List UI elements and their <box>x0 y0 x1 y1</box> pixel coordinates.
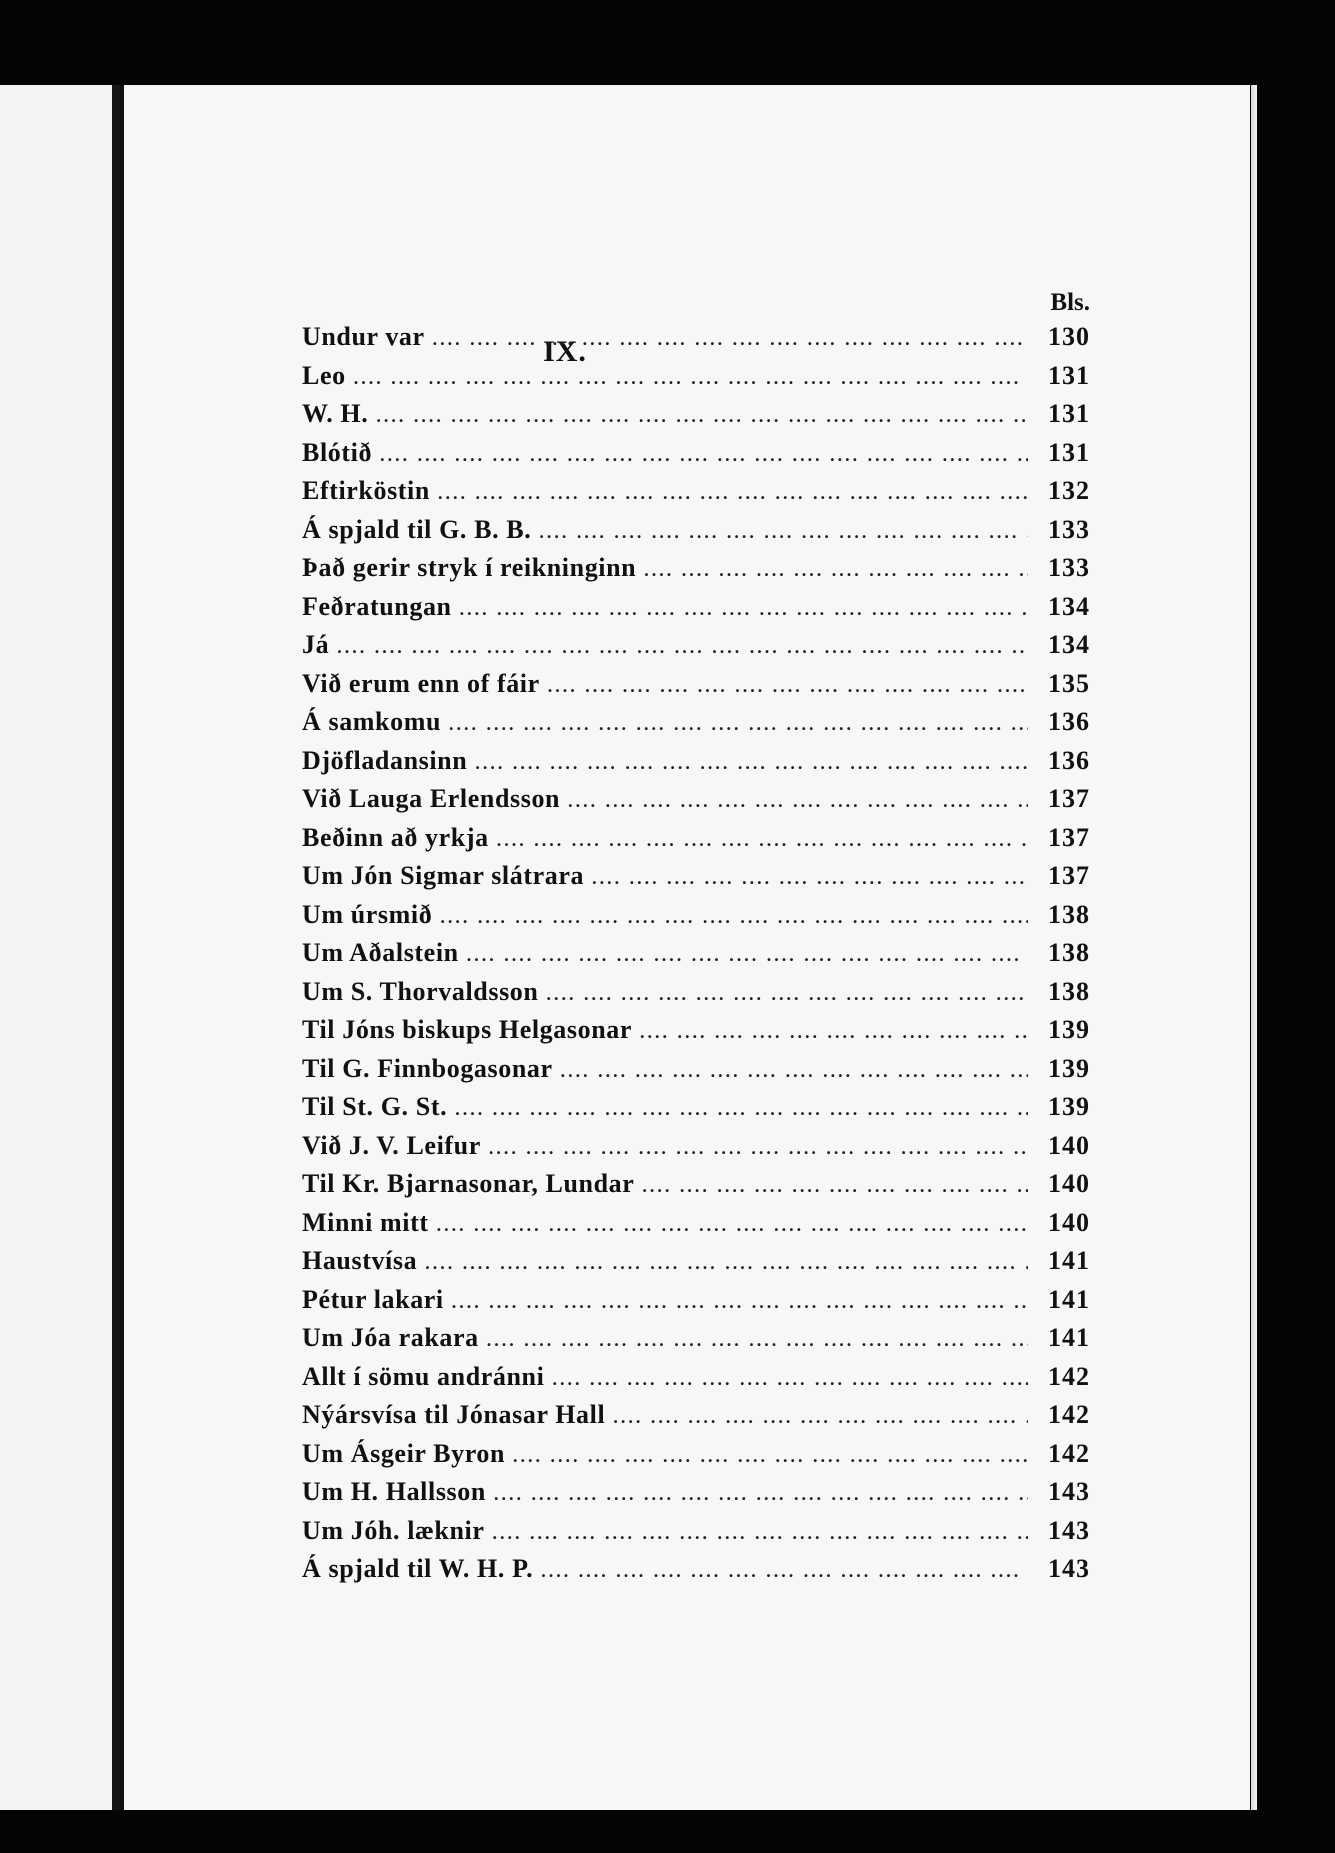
toc-entry-title: Um Aðalstein <box>302 938 459 967</box>
toc-entry <box>302 1396 1090 1435</box>
toc-entry <box>302 1011 1090 1050</box>
toc-entry <box>302 472 1090 511</box>
toc-entry-title: Um Ásgeir Byron <box>302 1438 506 1468</box>
toc-entry-title: Um Jón Sigmar slátrara <box>302 861 585 890</box>
dot-leader <box>438 474 1028 511</box>
dot-leader <box>568 782 1028 819</box>
toc-entry-page: 131 <box>1048 399 1090 428</box>
toc-entry-title: Nýársvísa til Jónasar Hall <box>302 1400 606 1429</box>
toc-entry-title: Feðratungan <box>302 591 452 621</box>
dot-leader <box>640 1013 1028 1050</box>
dot-leader <box>475 744 1028 781</box>
toc-entry-page: 131 <box>1048 437 1090 467</box>
toc-entry-page: 134 <box>1048 591 1090 621</box>
toc-entry-page: 143 <box>1048 1477 1090 1506</box>
dot-leader <box>467 936 1028 973</box>
dot-leader <box>425 1244 1028 1281</box>
toc-entry-title: Allt í sömu andránni <box>302 1361 545 1391</box>
toc-entry <box>302 1550 1090 1589</box>
page-number: IX. <box>543 335 587 368</box>
toc-entry-title: Beðinn að yrkja <box>302 822 489 852</box>
dot-leader <box>497 821 1028 858</box>
toc-entry-page: 140 <box>1048 1207 1090 1237</box>
toc-entry-page: 135 <box>1048 668 1090 698</box>
toc-entry-page: 138 <box>1048 976 1090 1006</box>
toc-entry-page: 137 <box>1048 822 1090 852</box>
toc-entry-page: 141 <box>1048 1246 1090 1275</box>
toc-entry-title: Á spjald til W. H. P. <box>302 1554 534 1583</box>
toc-entry-page: 139 <box>1048 1092 1090 1121</box>
toc-entry-title: Um Jóa rakara <box>302 1323 479 1352</box>
toc-entry-page: 132 <box>1048 476 1090 505</box>
toc-entry-page: 139 <box>1048 1053 1090 1083</box>
toc-entry <box>302 1281 1090 1320</box>
toc-entry-title: Til St. G. St. <box>302 1092 448 1121</box>
toc-entry-title: Leo <box>302 360 346 390</box>
toc-entry <box>302 1165 1090 1204</box>
book-spine <box>112 85 120 1810</box>
toc-entry-page: 137 <box>1048 784 1090 813</box>
toc-entry <box>302 857 1090 896</box>
dot-leader <box>433 320 1028 357</box>
toc-entry <box>302 1435 1090 1474</box>
toc-entry-title: Til G. Finnbogasonar <box>302 1053 553 1083</box>
toc-entry-page: 139 <box>1048 1015 1090 1044</box>
toc-entry <box>302 819 1090 858</box>
dot-leader <box>539 513 1028 550</box>
toc-entry-title: Minni mitt <box>302 1207 429 1237</box>
toc-entry-title: Pétur lakari <box>302 1284 444 1314</box>
toc-entry-page: 137 <box>1048 861 1090 890</box>
toc-entry-title: Um úrsmið <box>302 899 433 929</box>
toc-entry-title: Við J. V. Leifur <box>302 1130 481 1160</box>
dot-leader <box>513 1437 1028 1474</box>
toc-entry <box>302 588 1090 627</box>
table-of-contents <box>302 288 1090 1589</box>
dot-leader <box>642 1167 1028 1204</box>
dot-leader <box>460 590 1028 627</box>
toc-entry-title: Eftirköstin <box>302 476 430 505</box>
dot-leader <box>487 1321 1028 1358</box>
toc-entry-title: Við erum enn of fáir <box>302 668 540 698</box>
toc-entry <box>302 1127 1090 1166</box>
toc-entry-page: 141 <box>1048 1284 1090 1314</box>
toc-entry <box>302 665 1090 704</box>
toc-entry-title: Á samkomu <box>302 707 442 736</box>
toc-entry <box>302 1358 1090 1397</box>
toc-entry <box>302 1050 1090 1089</box>
toc-entry <box>302 703 1090 742</box>
toc-entry <box>302 1512 1090 1551</box>
toc-entry-title: Til Kr. Bjarnasonar, Lundar <box>302 1169 635 1198</box>
dot-leader <box>548 667 1028 704</box>
toc-entry <box>302 1473 1090 1512</box>
toc-entry-page: 142 <box>1048 1438 1090 1468</box>
toc-entry <box>302 934 1090 973</box>
toc-entry-title: Það gerir stryk í reikninginn <box>302 553 637 582</box>
toc-entry <box>302 1204 1090 1243</box>
toc-entry-title: Á spjald til G. B. B. <box>302 514 532 544</box>
toc-entry <box>302 896 1090 935</box>
toc-entry-page: 143 <box>1048 1515 1090 1545</box>
dot-leader <box>437 1206 1028 1243</box>
toc-entry <box>302 742 1090 781</box>
toc-entry <box>302 511 1090 550</box>
dot-leader <box>592 859 1028 896</box>
toc-entry-page: 136 <box>1048 707 1090 736</box>
toc-entry-page: 131 <box>1048 360 1090 390</box>
toc-entry-page: 133 <box>1048 514 1090 544</box>
toc-entry-page: 138 <box>1048 899 1090 929</box>
toc-entry <box>302 1242 1090 1281</box>
toc-entry <box>302 549 1090 588</box>
dot-leader <box>455 1090 1028 1127</box>
dot-leader <box>552 1360 1028 1397</box>
toc-entry <box>302 780 1090 819</box>
toc-entry <box>302 1088 1090 1127</box>
dot-leader <box>380 436 1028 473</box>
toc-entry-title: Um H. Hallsson <box>302 1477 486 1506</box>
dot-leader <box>494 1475 1028 1512</box>
dot-leader <box>452 1283 1028 1320</box>
dot-leader <box>354 359 1028 396</box>
toc-entry-title: Blótið <box>302 437 373 467</box>
toc-entry-title: Djöfladansinn <box>302 745 468 775</box>
page-edge-shadow <box>1251 85 1257 1810</box>
toc-entry-title: Um S. Thorvaldsson <box>302 976 539 1006</box>
dot-leader <box>376 397 1028 434</box>
toc-entry-page: 142 <box>1048 1400 1090 1429</box>
toc-entry <box>302 318 1090 357</box>
toc-entry-list <box>302 318 1090 1589</box>
toc-entry-title: Við Lauga Erlendsson <box>302 784 561 813</box>
toc-entry-page: 142 <box>1048 1361 1090 1391</box>
page-column-header: Bls. <box>1050 289 1090 316</box>
toc-entry-title: Undur var <box>302 322 425 351</box>
dot-leader <box>492 1514 1028 1551</box>
dot-leader <box>561 1052 1028 1089</box>
toc-entry-title: Til Jóns biskups Helgasonar <box>302 1015 633 1044</box>
dot-leader <box>644 551 1028 588</box>
dot-leader <box>337 628 1028 665</box>
toc-entry <box>302 973 1090 1012</box>
toc-entry-page: 143 <box>1048 1554 1090 1583</box>
toc-entry-title: Haustvísa <box>302 1246 418 1275</box>
toc-entry <box>302 626 1090 665</box>
toc-entry-page: 138 <box>1048 938 1090 967</box>
toc-entry <box>302 357 1090 396</box>
toc-entry <box>302 1319 1090 1358</box>
toc-entry-title: Um Jóh. læknir <box>302 1515 485 1545</box>
dot-leader <box>440 898 1028 935</box>
toc-entry-page: 140 <box>1048 1130 1090 1160</box>
toc-entry-page: 140 <box>1048 1169 1090 1198</box>
toc-entry-page: 130 <box>1048 322 1090 351</box>
toc-entry-title: Já <box>302 630 330 659</box>
dot-leader <box>489 1129 1028 1166</box>
toc-entry-page: 134 <box>1048 630 1090 659</box>
toc-entry-page: 141 <box>1048 1323 1090 1352</box>
toc-entry-title: W. H. <box>302 399 369 428</box>
toc-entry <box>302 395 1090 434</box>
dot-leader <box>541 1552 1028 1589</box>
dot-leader <box>546 975 1028 1012</box>
toc-entry-page: 136 <box>1048 745 1090 775</box>
toc-entry-page: 133 <box>1048 553 1090 582</box>
dot-leader <box>613 1398 1028 1435</box>
dot-leader <box>449 705 1028 742</box>
toc-entry <box>302 434 1090 473</box>
